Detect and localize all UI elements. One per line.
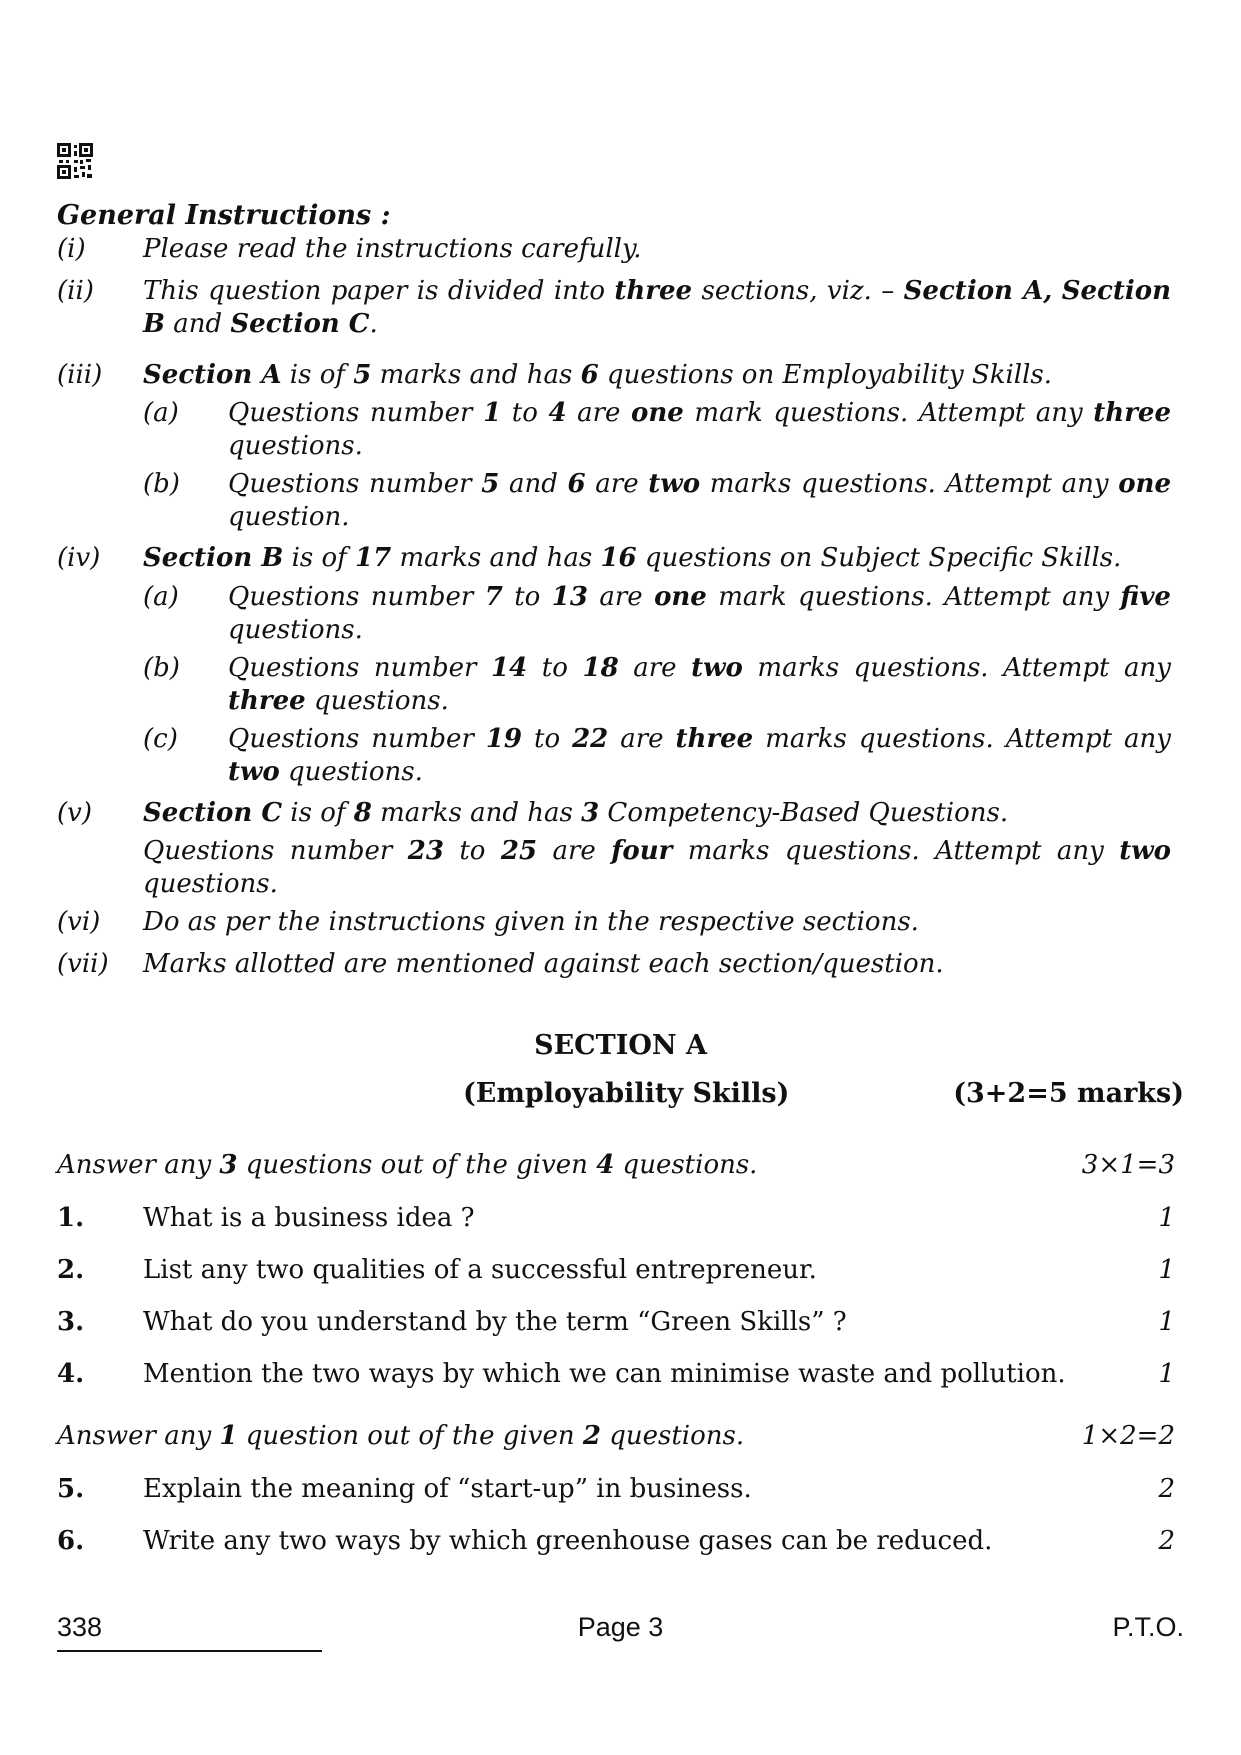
- instruction-number: (i): [57, 234, 86, 264]
- subitem-text: Questions number 19 to 22 are three marks questions. Attempt any two questions.: [228, 724, 1171, 787]
- question-marks: 1: [1158, 1307, 1175, 1337]
- please-turn-over: P.T.O.: [1112, 1612, 1184, 1642]
- instruction-number: (vii): [57, 949, 109, 979]
- question-number: 4.: [57, 1359, 85, 1389]
- question-marks: 1: [1158, 1203, 1175, 1233]
- instruction-text: Section B is of 17 marks and has 16 questions on Subject Specific Skills.: [143, 543, 1122, 573]
- paper-code: 338: [57, 1612, 103, 1642]
- subitem-letter: (c): [143, 724, 178, 754]
- instruction-text: Please read the instructions carefully.: [143, 234, 642, 264]
- question-text: What do you understand by the term “Green Skills” ?: [143, 1307, 847, 1337]
- question-marks: 2: [1158, 1474, 1175, 1504]
- page-number: Page 3: [577, 1612, 664, 1642]
- subitem-text: Questions number 5 and 6 are two marks questions. Attempt any one question.: [228, 469, 1171, 532]
- subitem-text: Questions number 1 to 4 are one mark questions. Attempt any three questions.: [228, 398, 1171, 461]
- group-marks: 1×2=2: [1081, 1421, 1175, 1451]
- subitem-text: Questions number 14 to 18 are two marks questions. Attempt any three questions.: [228, 653, 1171, 716]
- instruction-text: Section C is of 8 marks and has 3 Competency-Based Questions.: [143, 798, 1009, 828]
- question-number: 6.: [57, 1526, 85, 1556]
- instruction-text: This question paper is divided into three sections, viz. – Section A, Section B and Section C.: [143, 276, 1172, 339]
- question-marks: 1: [1158, 1255, 1175, 1285]
- question-number: 5.: [57, 1474, 85, 1504]
- question-number: 3.: [57, 1307, 85, 1337]
- subitem-text: Questions number 7 to 13 are one mark questions. Attempt any five questions.: [228, 582, 1171, 645]
- instruction-text: Marks allotted are mentioned against each section/question.: [143, 949, 944, 979]
- section-marks: (3+2=5 marks): [953, 1078, 1184, 1109]
- instruction-text: Section A is of 5 marks and has 6 questions on Employability Skills.: [143, 360, 1053, 390]
- question-text: Mention the two ways by which we can minimise waste and pollution.: [143, 1359, 1066, 1389]
- question-marks: 1: [1158, 1359, 1175, 1389]
- footer-underline: [57, 1650, 322, 1652]
- question-text: Write any two ways by which greenhouse gases can be reduced.: [143, 1526, 993, 1556]
- general-instructions-title: General Instructions :: [57, 200, 391, 231]
- subitem-letter: (a): [143, 582, 179, 612]
- question-text: List any two qualities of a successful entrepreneur.: [143, 1255, 817, 1285]
- instruction-number: (ii): [57, 276, 94, 306]
- instruction-number: (v): [57, 798, 92, 828]
- instruction-number: (vi): [57, 907, 101, 937]
- instruction-text: Do as per the instructions given in the respective sections.: [143, 907, 919, 937]
- question-text: What is a business idea ?: [143, 1203, 475, 1233]
- question-number: 2.: [57, 1255, 85, 1285]
- question-number: 1.: [57, 1203, 85, 1233]
- group-marks: 3×1=3: [1081, 1150, 1175, 1180]
- instruction-text: Questions number 23 to 25 are four marks questions. Attempt any two questions.: [143, 836, 1171, 899]
- subitem-letter: (a): [143, 398, 179, 428]
- qr-code-icon: [57, 143, 93, 179]
- answer-instruction: Answer any 3 questions out of the given 4 questions.: [57, 1150, 758, 1180]
- subitem-letter: (b): [143, 653, 180, 683]
- section-subtitle: (Employability Skills): [463, 1078, 790, 1109]
- instruction-number: (iv): [57, 543, 101, 573]
- question-text: Explain the meaning of “start-up” in business.: [143, 1474, 752, 1504]
- answer-instruction: Answer any 1 question out of the given 2 questions.: [57, 1421, 745, 1451]
- question-marks: 2: [1158, 1526, 1175, 1556]
- section-title: SECTION A: [534, 1030, 707, 1061]
- subitem-letter: (b): [143, 469, 180, 499]
- instruction-number: (iii): [57, 360, 103, 390]
